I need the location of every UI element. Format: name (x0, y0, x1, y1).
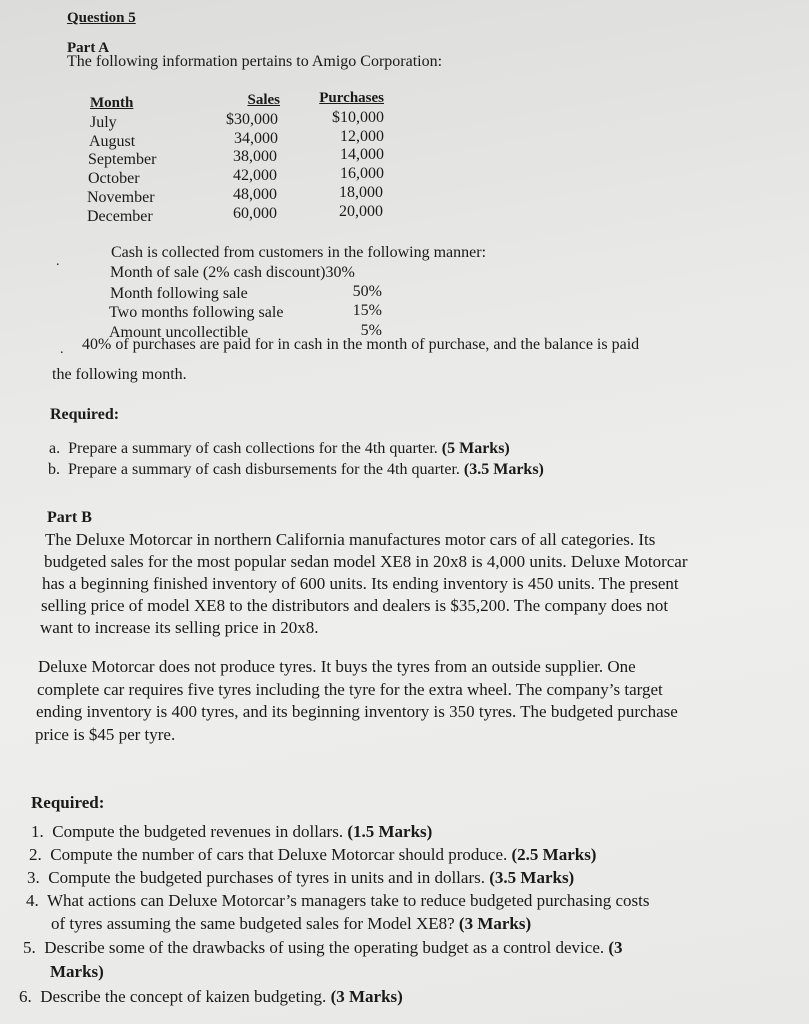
paragraph-line: has a beginning finished inventory of 600 units. Its ending inventory is 450 units. The present (42, 574, 679, 593)
required-item-4 (26, 891, 649, 911)
item-marker: 2. (29, 845, 42, 864)
required-item-2 (29, 845, 596, 865)
table-row-sales: 38,000 (233, 148, 277, 165)
table-header-purchases: Purchases (319, 90, 384, 106)
table-row-month: December (87, 208, 153, 225)
paragraph-line: Deluxe Motorcar does not produce tyres. It buys the tyres from an outside supplier. One (38, 657, 636, 676)
table-row-month: November (87, 189, 155, 206)
item-marks: (1.5 Marks) (347, 822, 433, 841)
item-text: Compute the budgeted purchases of tyres in units and in dollars. (48, 868, 485, 887)
required-item-a (49, 440, 510, 458)
collection-item-label: Amount uncollectible (109, 324, 249, 341)
item-marks: (3 Marks) (330, 987, 403, 1006)
required-item-1 (31, 822, 432, 842)
item-marker: 1. (31, 822, 44, 841)
table-header-month: Month (90, 95, 134, 111)
part-b-label: Part B (47, 509, 92, 526)
item-marker: 6. (19, 987, 32, 1006)
paragraph-line: ending inventory is 400 tyres, and its beginning inventory is 350 tyres. The budgeted purchase (36, 702, 678, 721)
table-row-purchases: 14,000 (340, 146, 384, 163)
table-row-purchases: 18,000 (339, 184, 383, 201)
required-item-3 (27, 868, 574, 888)
item-marks: (5 Marks) (441, 440, 510, 457)
purchases-note-line2: the following month. (52, 366, 187, 383)
table-row-purchases: 12,000 (340, 128, 384, 145)
bullet-dot: . (60, 342, 64, 357)
item-marks: (3.5 Marks) (489, 868, 575, 887)
table-row-month: August (89, 133, 136, 150)
paragraph-line: selling price of model XE8 to the distributors and dealers is $35,200. The company does not (41, 596, 669, 615)
required-item-5-marks-cont: Marks) (50, 962, 104, 981)
item-marks: (3.5 Marks) (463, 461, 544, 478)
part-a-label: Part A (67, 40, 110, 56)
item-text: Prepare a summary of cash collections for the 4th quarter. (68, 440, 438, 457)
item-text: Describe some of the drawbacks of using the operating budget as a control device. (44, 938, 605, 957)
paragraph-line: The Deluxe Motorcar in northern California manufactures motor cars of all categories. Its (45, 530, 656, 549)
required-item-5 (23, 938, 623, 958)
paragraph-line: want to increase its selling price in 20x8. (40, 618, 319, 637)
table-row-month: October (88, 170, 140, 187)
required-item-b (48, 461, 544, 479)
table-row-sales: 60,000 (233, 205, 277, 222)
item-text: What actions can Deluxe Motorcar’s managers take to reduce budgeted purchasing costs (46, 891, 650, 910)
collection-item-label: Two months following sale (109, 304, 284, 321)
item-text: Compute the number of cars that Deluxe Motorcar should produce. (50, 845, 508, 864)
collection-item-label: Month following sale (110, 285, 248, 302)
item-marks: (3 (608, 938, 623, 957)
item-text: Describe the concept of kaizen budgeting. (40, 987, 327, 1006)
table-row-sales: 42,000 (233, 167, 277, 184)
collection-item-value: 30% (325, 264, 355, 281)
item-marker: 5. (23, 938, 36, 957)
item-text: of tyres assuming the same budgeted sales for Model XE8? (51, 914, 455, 933)
question-title: Question 5 (67, 10, 136, 26)
paragraph-line: price is $45 per tyre. (35, 725, 176, 744)
required-item-6 (19, 987, 403, 1007)
table-row-month: July (90, 114, 117, 131)
item-marker: b. (48, 461, 60, 478)
item-text: Prepare a summary of cash disbursements for the 4th quarter. (68, 461, 460, 478)
required-item-4-cont (51, 914, 531, 934)
collection-item (110, 264, 355, 282)
paragraph-line: complete car requires five tyres including the tyre for the extra wheel. The company’s target (37, 680, 663, 699)
item-marks: (2.5 Marks) (511, 845, 597, 864)
table-row-purchases: $10,000 (332, 109, 384, 126)
table-row-sales: 48,000 (233, 186, 277, 203)
item-marker: 3. (27, 868, 40, 887)
collection-item-value: 15% (352, 302, 382, 319)
bullet-dot: . (56, 254, 60, 269)
table-row-purchases: 16,000 (340, 165, 384, 182)
table-header-sales: Sales (247, 92, 280, 108)
part-a-intro: The following information pertains to Amigo Corporation: (67, 53, 443, 70)
collection-item-label: Month of sale (2% cash discount) (110, 264, 326, 281)
collection-item-value: 50% (352, 283, 382, 300)
collection-lead: Cash is collected from customers in the following manner: (111, 244, 487, 261)
table-row-purchases: 20,000 (339, 203, 383, 220)
purchases-note-line1: 40% of purchases are paid for in cash in the month of purchase, and the balance is paid (82, 336, 640, 353)
part-a-required-label: Required: (50, 406, 120, 423)
table-row-month: September (88, 151, 157, 168)
item-marker: 4. (26, 891, 39, 910)
collection-item-value: 5% (360, 322, 382, 339)
part-b-required-label: Required: (31, 793, 105, 812)
item-marker: a. (49, 440, 61, 457)
item-text: Compute the budgeted revenues in dollars. (52, 822, 344, 841)
table-row-sales: $30,000 (226, 111, 278, 128)
table-row-sales: 34,000 (234, 130, 278, 147)
paragraph-line: budgeted sales for the most popular sedan model XE8 in 20x8 is 4,000 units. Deluxe Motorcar (44, 552, 688, 571)
item-marks: (3 Marks) (458, 914, 532, 933)
